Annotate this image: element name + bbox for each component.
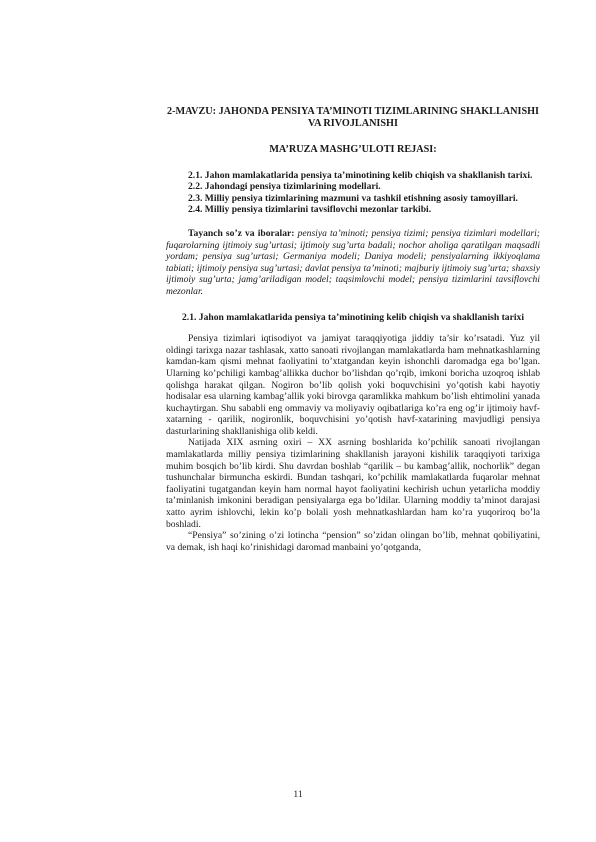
body-text — [166, 333, 540, 553]
keywords-text: pensiya ta’minoti; pensiya tizimi; pensiya tizimlari modellari; fuqarolarning ijtimoiy sug’urtasi; ijtimoiy sug’urta badali; nochor aholiga qaratilgan maqsadli yordam; pensiya sug’urtasi; Germaniya modeli; Daniya modeli; pensiyalarning ikkiyoqlama tabiati; ijtimoiy pensiya sug’urtasi; davlat pensiya ta’minoti; majburiy ijtimoiy sug’urta; shaxsiy ijtimoiy sug’urta; jamg’ariladigan model; taqsimlovchi model; pensiya tizimlarini tavsiflovchi mezonlar. — [166, 227, 541, 297]
section-heading: 2.1. Jahon mamlakatlarida pensiya ta’minotining kelib chiqish va shakllanish tarixi — [182, 311, 524, 323]
plan-heading: MA’RUZA MASHG’ULOTI REJASI: — [269, 144, 437, 155]
plan-list — [166, 170, 540, 216]
paragraph: Natijada XIX asrning oxiri – XX asrning boshlarida ko’pchilik sanoati rivojlangan mamlakatlarda milliy pensiya tizimlarining shakllanish jarayoni kishilik taraqqiyoti tarixiga muhim bosqich bo’lib kirdi. Shu davrdan boshlab “qarilik – bu kambag’allik, nochorlik” degan tushunchalar birmuncha eskirdi. Bundan tashqari, ko’pchilik mamlakatlarda fuqarolar mehnat faoliyatini tugatgandan keyin ham normal hayot faoliyatini kechirish uchun yetarlicha moddiy ta’minlanish imkonini beradigan pensiyalarga ega bo’ldilar. Ularning moddiy ta’minot darajasi xatto ayrim ishlovchi, lekin ko’p bolali yosh mehnatkashlardan ham ko’ra yuqoriroq bo’la boshladi. — [166, 437, 540, 530]
plan-item: 2.3. Milliy pensiya tizimlarining mazmuni va tashkil etishning asosiy tamoyillari. — [188, 192, 518, 204]
paragraph: Pensiya tizimlari iqtisodiyot va jamiyat taraqqiyotiga jiddiy ta’sir ko’rsatadi. Yuz yil oldingi tarixga nazar tashlasak, xatto sanoati rivojlangan mamlakatlarda ham mehnatkashlarning kamdan-kam qismi mehnat faoliyatini to’xtatgandan keyin ishonchli daromadga ega bo’lgan. Ularning ko’pchiligi kambag’allikka duchor bo’lishdan qo’rqib, imkoni boricha uzoqroq ishlab qolishga harakat qilgan. Nogiron bo’lib qolish yoki boquvchisini yo’qotish kabi hayotiy hodisalar esa ularning kambag’allik yoki birovga qaramlikka mahkum bo’lish ehtimolini yanada kuchaytirgan. Shu sababli eng ommaviy va moliyaviy oqibatlariga ko’ra eng og’ir ijtimoiy havf-xatarning - qarilik, nogironlik, boquvchisini yo’qotish havf-xatarining mavjudligi pensiya dasturlarining shakllanishiga olib keldi. — [166, 333, 540, 437]
lecture-title: 2-MAVZU: JAHONDA PENSIYA TA’MINOTI TIZIMLARINING SHAKLLANISHI VA RIVOJLANISHI — [167, 106, 539, 129]
plan-item: 2.4. Milliy pensiya tizimlarini tavsiflovchi mezonlar tarkibi. — [188, 204, 432, 216]
plan-item: 2.1. Jahon mamlakatlarida pensiya ta’minotining kelib chiqish va shakllanish tarixi. — [188, 169, 533, 181]
page-content — [166, 106, 540, 553]
keywords-label: Tayanch so’z va iboralar: — [188, 227, 295, 239]
plan-item: 2.2. Jahondagi pensiya tizimlarining modellari. — [188, 181, 381, 193]
keywords-block — [166, 228, 540, 298]
page-number: 11 — [293, 789, 303, 800]
paragraph: “Pensiya” so’zining o’zi lotincha “pension” so’zidan olingan bo’lib, mehnat qobiliyatini, va demak, ish haqi ko’rinishidagi daromad manbaini yo’qotganda, — [166, 530, 540, 553]
